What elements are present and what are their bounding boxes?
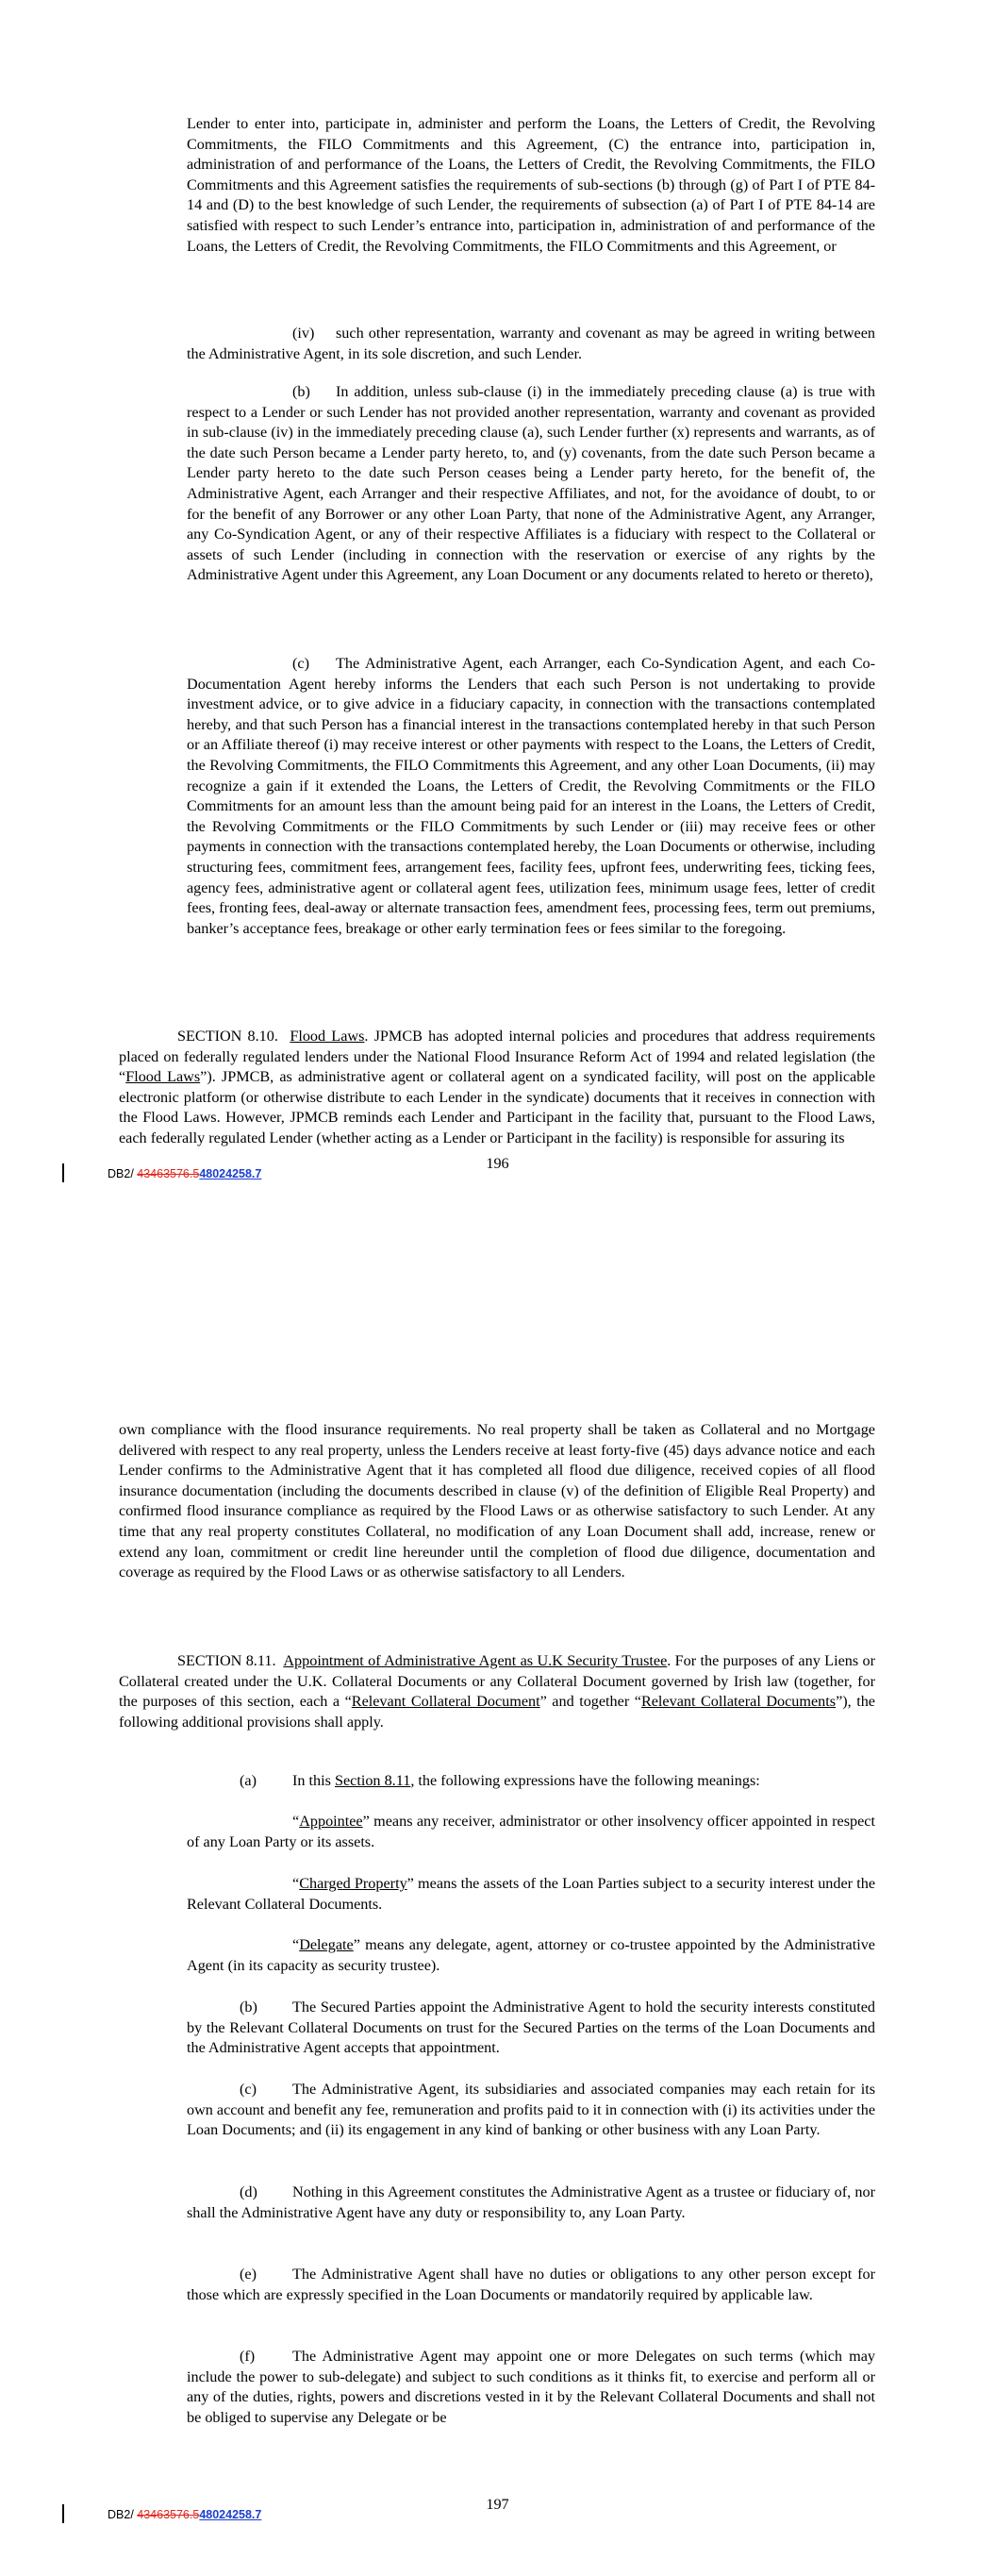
clause-label: (iv) bbox=[292, 325, 315, 342]
section-8-11: SECTION 8.11. Appointment of Administrative Agent as U.K Security Trustee. For the purposes of any Liens or Collateral created under the U.K. Collateral Documents or any Collateral Document governed by Irish law (together, for the purposes of this section, each a “Relevant Collateral Document” and together “Relevant Collateral Documents”), the following additional provisions shall apply. bbox=[119, 1652, 875, 1731]
definition-appointee: “Appointee” means any receiver, administrator or other insolvency officer appointed in respect of any Loan Party or its assets. bbox=[187, 1813, 875, 1850]
page-196 bbox=[0, 0, 995, 1246]
clause-label: (b) bbox=[292, 383, 310, 400]
clause-label: (a) bbox=[240, 1772, 257, 1789]
clause-c: (c) The Administrative Agent, each Arranger, each Co-Syndication Agent, and each Co-Documentation Agent hereby informs the Lenders that each such Person is not undertaking to provide investment advice, or to give advice in a fiduciary capacity, in connection with the transactions contemplated hereby, and that such Person has a financial interest in the transactions contemplated hereby in that such Person or an Affiliate thereof (i) may receive interest or other payments with respect to the Loans, the Letters of Credit, the Revolving Commitments, the FILO Commitments this Agreement, and any other Loan Documents, (ii) may recognize a gain if it extended the Loans, the Letters of Credit, the Revolving Commitments or the FILO Commitments for an amount less than the amount being paid for an interest in the Loans, the Letters of Credit, the Revolving Commitments or the FILO Commitments by such Lender or (iii) may receive fees or other payments in connection with the transactions contemplated hereby, the Loan Documents or otherwise, including structuring fees, commitment fees, arrangement fees, facility fees, upfront fees, underwriting fees, ticking fees, agency fees, administrative agent or collateral agent fees, utilization fees, minimum usage fees, letter of credit fees, fronting fees, deal-away or alternate transaction fees, amendment fees, processing fees, term out premiums, banker’s acceptance fees, breakage or other early termination fees or fees similar to the foregoing. bbox=[187, 655, 875, 937]
section-heading: SECTION 8.11. bbox=[177, 1652, 276, 1669]
definition-delegate: “Delegate” means any delegate, agent, attorney or co-trustee appointed by the Administrative Agent (in its capacity as security trustee). bbox=[187, 1936, 875, 1974]
defined-term: Relevant Collateral Document bbox=[351, 1693, 540, 1711]
clause-a-continuation: Lender to enter into, participate in, administer and perform the Loans, the Letters of Credit, the Revolving Commitments, the FILO Commitments and this Agreement, (C) the entrance into, participation in, administration of and performance of the Loans, the Letters of Credit, the Revolving Commitments, the FILO Commitments and this Agreement satisfies the requirements of sub-sections (b) through (g) of Part I of PTE 84-14 and (D) to the best knowledge of such Lender, the requirements of subsection (a) of Part I of PTE 84-14 are satisfied with respect to such Lender’s entrance into, participation in, administration of and performance of the Loans, the Letters of Credit, the Revolving Commitments, the FILO Commitments and this Agreement, or bbox=[187, 115, 875, 255]
defined-term: Charged Property bbox=[299, 1875, 407, 1892]
defined-term: Flood Laws bbox=[125, 1068, 201, 1086]
clause-label: (b) bbox=[240, 1999, 257, 2016]
clause-f: (f) The Administrative Agent may appoint one or more Delegates on such terms (which may include the power to sub-delegate) and subject to such conditions as it thinks fit, to exercise and perform all or any of the duties, rights, powers and discretions vested in it by the Relevant Collateral Documents and shall not be obliged to supervise any Delegate or be bbox=[187, 2348, 875, 2426]
clause-label: (c) bbox=[240, 2081, 257, 2098]
section-reference: Section 8.11 bbox=[334, 1772, 411, 1789]
sub-clause-iv: (iv) such other representation, warranty and covenant as may be agreed in writing between the Administrative Agent, in its sole discretion, and such Lender. bbox=[187, 325, 875, 362]
deleted-doc-number: 43463576.5 bbox=[137, 2508, 200, 2521]
clause-a: (a) In this Section 8.11, the following expressions have the following meanings: bbox=[240, 1771, 875, 1792]
inserted-doc-number: 48024258.7 bbox=[199, 1167, 262, 1180]
defined-term: Appointee bbox=[299, 1813, 363, 1830]
clause-b: (b) In addition, unless sub-clause (i) in the immediately preceding clause (a) is true with respect to a Lender or such Lender has not provided another representation, warranty and covenant as provided in sub-clause (iv) in the immediately preceding clause (a), such Lender further (x) represents and warrants, as of the date such Person became a Lender party hereto, to, and (y) covenants, from the date such Person became a Lender party hereto to the date such Person ceases being a Lender party hereto, for the benefit of, the Administrative Agent, each Arranger and their respective Affiliates, and not, for the avoidance of doubt, to or for the benefit of any Borrower or any other Loan Party, that none of the Administrative Agent, any Arranger, any Co-Syndication Agent, or any of their respective Affiliates is a fiduciary with respect to the Collateral or assets of such Lender (including in connection with the reservation or exercise of any rights by the Administrative Agent under this Agreement, any Loan Document or any documents related to hereto or thereto), bbox=[187, 383, 875, 584]
section-8-10: SECTION 8.10. Flood Laws. JPMCB has adopted internal policies and procedures that address requirements placed on federally regulated lenders under the National Flood Insurance Reform Act of 1994 and related legislation (the “Flood Laws”). JPMCB, as administrative agent or collateral agent on a syndicated facility, will post on the applicable electronic platform (or otherwise distribute to each Lender in the syndicate) documents that it receives in connection with the Flood Laws. However, JPMCB reminds each Lender and Participant in the facility that, pursuant to the Flood Laws, each federally regulated Lender (whether acting as a Lender or Participant in the facility) is responsible for assuring its bbox=[119, 1028, 875, 1146]
clause-d: (d) Nothing in this Agreement constitutes the Administrative Agent as a trustee or fiduciary of, nor shall the Administrative Agent have any duty or responsibility to, any Loan Party. bbox=[187, 2183, 875, 2221]
page-197 bbox=[0, 1312, 995, 2576]
page-number: 197 bbox=[486, 2496, 509, 2513]
clause-b: (b) The Secured Parties appoint the Administrative Agent to hold the security interests constituted by the Relevant Collateral Documents on trust for the Secured Parties on the terms of the Loan Documents and the Administrative Agent accepts that appointment. bbox=[187, 1999, 875, 2057]
section-title: Appointment of Administrative Agent as U.K Security Trustee bbox=[283, 1652, 668, 1669]
deleted-doc-number: 43463576.5 bbox=[137, 1167, 200, 1180]
document-id: DB2/ 43463576.548024258.7 bbox=[108, 2508, 262, 2521]
clause-e: (e) The Administrative Agent shall have no duties or obligations to any other person except for those which are expressly specified in the Loan Documents or mandatorily required by applicable law. bbox=[187, 2266, 875, 2303]
clause-label: (f) bbox=[240, 2348, 256, 2365]
clause-label: (e) bbox=[240, 2266, 257, 2283]
defined-term: Delegate bbox=[299, 1936, 354, 1953]
inserted-doc-number: 48024258.7 bbox=[199, 2508, 262, 2521]
section-8-10-continuation: own compliance with the flood insurance requirements. No real property shall be taken as Collateral and no Mortgage delivered with respect to any real property, unless the Lenders receive at least forty-five (45) days advance notice and each Lender confirms to the Administrative Agent that it has completed all flood due diligence, received copies of all flood insurance documentation (including the documents described in clause (v) of the definition of Eligible Real Property) and confirmed flood insurance compliance as required by the Flood Laws or as otherwise satisfactory to such Lender. At any time that any real property constitutes Collateral, no modification of any Loan Document shall add, increase, renew or extend any loan, commitment or credit line hereunder until the completion of flood due diligence, documentation and coverage as required by the Flood Laws or as otherwise satisfactory to all Lenders. bbox=[119, 1421, 875, 1581]
section-title: Flood Laws bbox=[290, 1028, 365, 1045]
document-id: DB2/ 43463576.548024258.7 bbox=[108, 1167, 262, 1180]
defined-term: Relevant Collateral Documents bbox=[640, 1693, 837, 1711]
clause-label: (c) bbox=[292, 655, 309, 672]
section-heading: SECTION 8.10. bbox=[177, 1028, 278, 1045]
page-number: 196 bbox=[486, 1155, 509, 1172]
definition-charged-property: “Charged Property” means the assets of the Loan Parties subject to a security interest under the Relevant Collateral Documents. bbox=[187, 1875, 876, 1913]
clause-label: (d) bbox=[240, 2183, 257, 2200]
clause-c: (c) The Administrative Agent, its subsidiaries and associated companies may each retain for its own account and benefit any fee, remuneration and profits paid to it in connection with (i) its activities under the Loan Documents; and (ii) its engagement in any kind of banking or other business with any Loan Party. bbox=[187, 2081, 876, 2139]
